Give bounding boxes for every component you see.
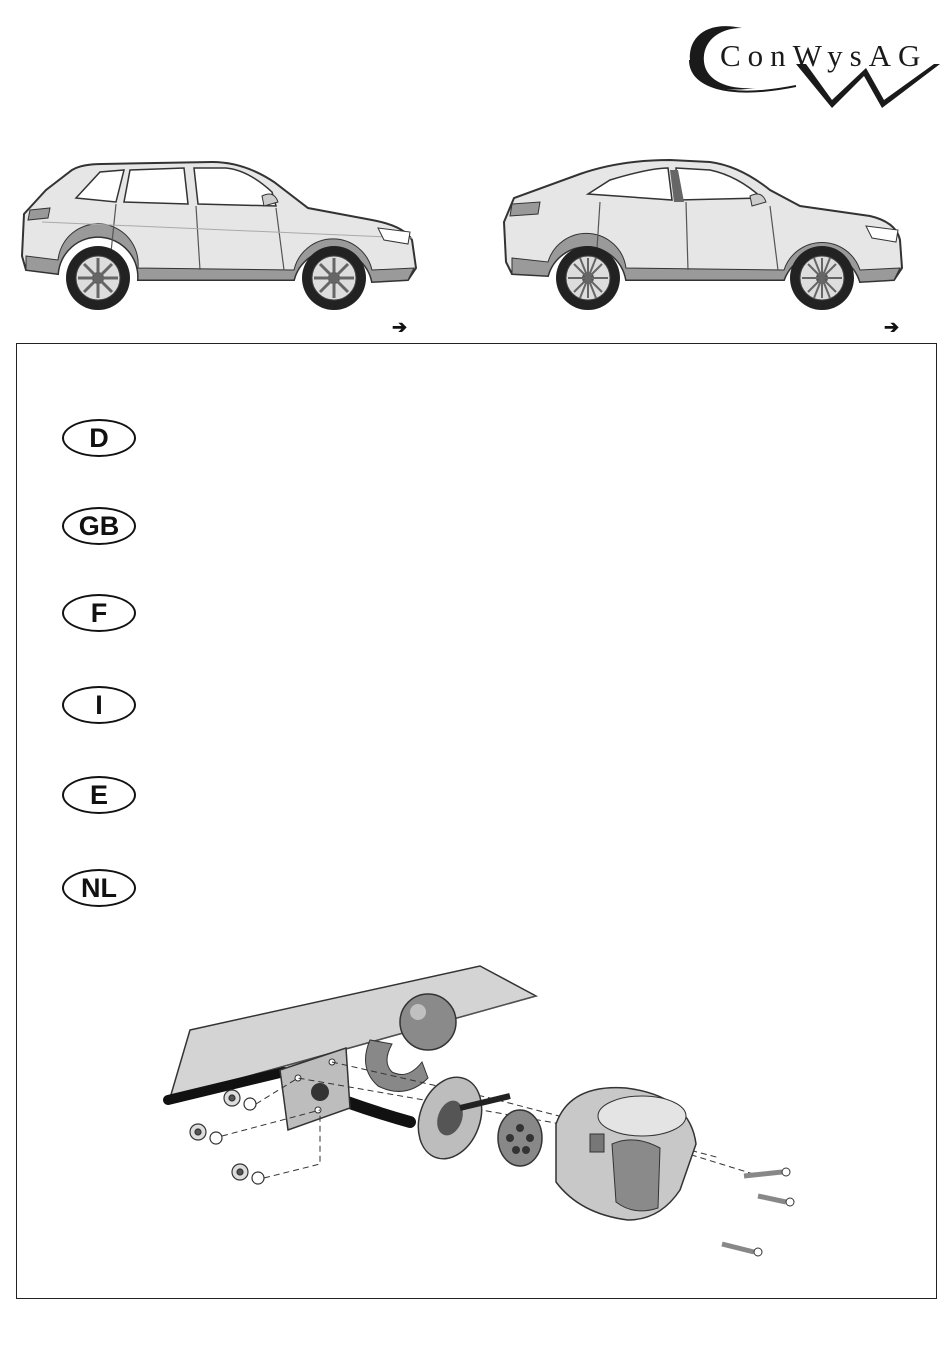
conwys-logo — [686, 16, 942, 112]
direction-arrow-icon: ➔ — [392, 317, 408, 337]
suv-side-view — [12, 152, 422, 314]
language-badge-d: D — [62, 419, 136, 457]
tow-bar-socket-exploded-view — [160, 958, 810, 1268]
language-badge-gb: GB — [62, 507, 136, 545]
language-badge-e: E — [62, 776, 136, 814]
direction-arrow-icon: ➔ — [884, 317, 900, 337]
language-badge-nl: NL — [62, 869, 136, 907]
logo-wordmark: ConWysAG — [720, 38, 928, 73]
language-badge-i: I — [62, 686, 136, 724]
language-badge-f: F — [62, 594, 136, 632]
coupe-suv-side-view — [500, 152, 910, 314]
